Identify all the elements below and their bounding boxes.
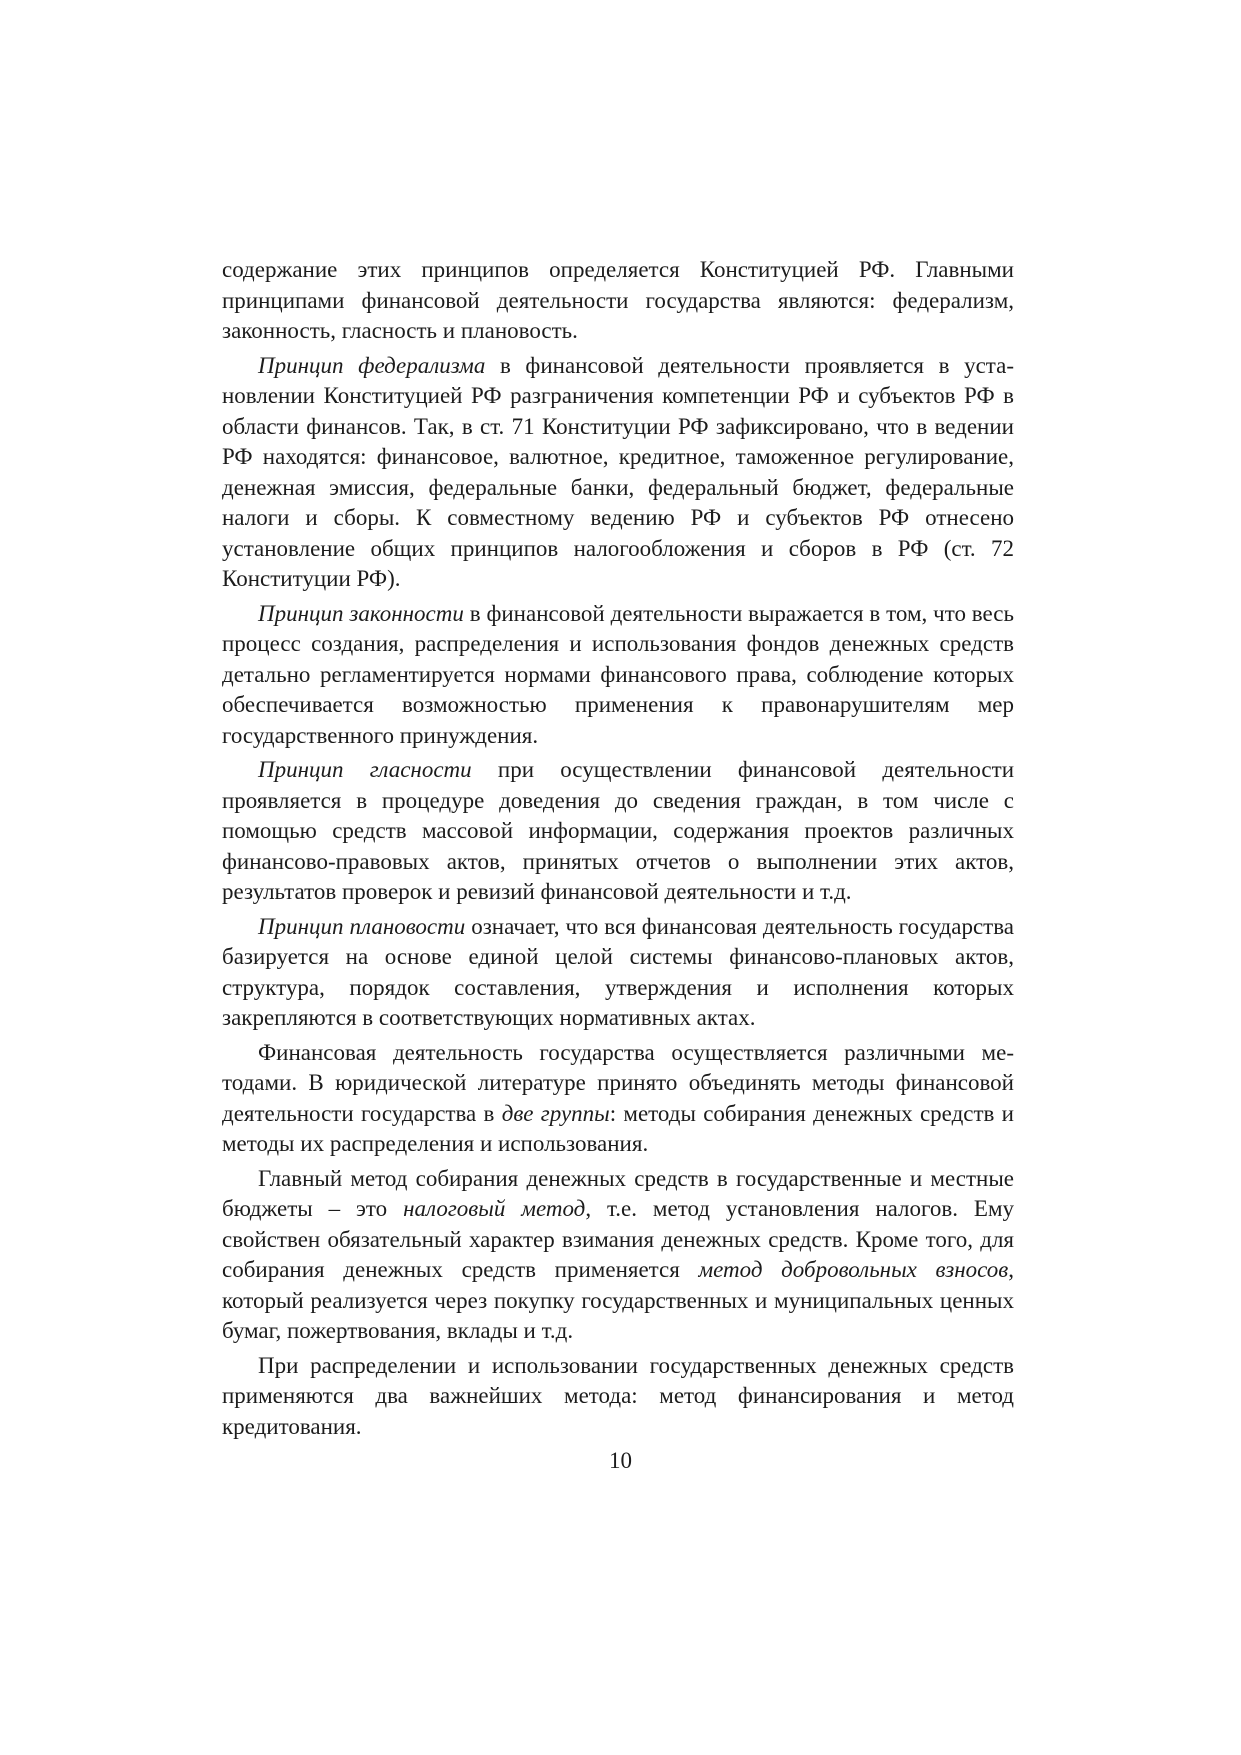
term-federalism: Принцип федерализма [258,352,486,378]
term-publicity: Принцип гласности [258,757,472,782]
paragraph-text: при осуществлении финансовой деятельности проявляется в процедуре доведения до сведения граждан, в том числе с помощью средств массовой информации, содержания проектов различных финансово-правовых актов, принятых отчетов о выполнении этих актов, результатов проверок и ревизий финансовой деятельности и т.д. [222,757,1014,904]
paragraph-federalism [222,351,1014,595]
term-voluntary-contributions: метод добровольных взносов [698,1257,1009,1282]
paragraph-text: , который реализуется через покупку государственных и муниципальных ценных бумаг, пожертвования, вклады и т.д. [222,1257,1014,1343]
paragraph-text: означает, что вся финансовая деятельность государства базируется на основе единой целой системы финансово-плановых актов, структура, порядок составления, утверждения и исполнения которых закрепляются в соответствующих нормативных актах. [222,913,1014,1030]
paragraph-planning [222,912,1014,1034]
paragraph-distribution-methods [222,1351,1014,1443]
paragraph-publicity [222,755,1014,908]
paragraph-text: Главный метод собирания денежных средств в государственные и местные бюджеты – это [222,1165,1014,1221]
paragraph-text: Финансовая деятельность государства осуществляется различными методами. В юридической литературе принято объединять методы финансовой деятельности государства в [222,1039,1014,1126]
paragraph-legality [222,599,1014,752]
term-planning: Принцип плановости [258,913,466,939]
page-body [222,255,1014,1446]
page-number: 10 [609,1448,632,1473]
paragraph-method-groups [222,1038,1014,1160]
term-legality: Принцип законности [258,600,464,626]
paragraph-text: , т.е. метод установления налогов. Ему свойствен обязательный характер взимания денежных средств. Кроме того, для собирания денежных средств применяется [222,1196,1015,1282]
paragraph-collection-methods [222,1164,1014,1347]
paragraph-text: в финансовой деятельности выражается в том, что весь процесс создания, распределения и использования фондов денежных средств детально регламентируется нормами финансового права, соблюдение которых обеспечивается возможностью применения к правонарушителям мер государственного принуждения. [222,600,1015,748]
term-tax-method: налоговый метод [403,1196,586,1221]
paragraph-principles-intro [222,255,1014,347]
paragraph-text: : методы собирания денежных средств и методы их распределения и использования. [222,1100,1014,1156]
paragraph-text: в финансовой деятельности проявляется в установлении Конституцией РФ разграничения компетенции РФ и субъектов РФ в области финансов. Так, в ст. 71 Конституции РФ зафиксировано, что в ведении РФ находятся: финансовое, валютное, кредитное, таможенное регулирование, денежная эмиссия, федеральные банки, федеральный бюджет, федеральные налоги и сборы. К совместному ведению РФ и субъектов РФ отнесено установление общих принципов налогообложения и сборов в РФ (ст. 72 Конституции РФ). [222,352,1014,591]
paragraph-text: При распределении и использовании государственных денежных средств применяются два важнейших метода: метод финансирования и метод кредитования. [222,1352,1014,1439]
paragraph-text: содержание этих принципов определяется Конституцией РФ. Главными принципами финансовой деятельности государства являются: федерализм, законность, гласность и плановость. [222,257,1014,343]
term-two-groups: две группы [501,1100,610,1126]
